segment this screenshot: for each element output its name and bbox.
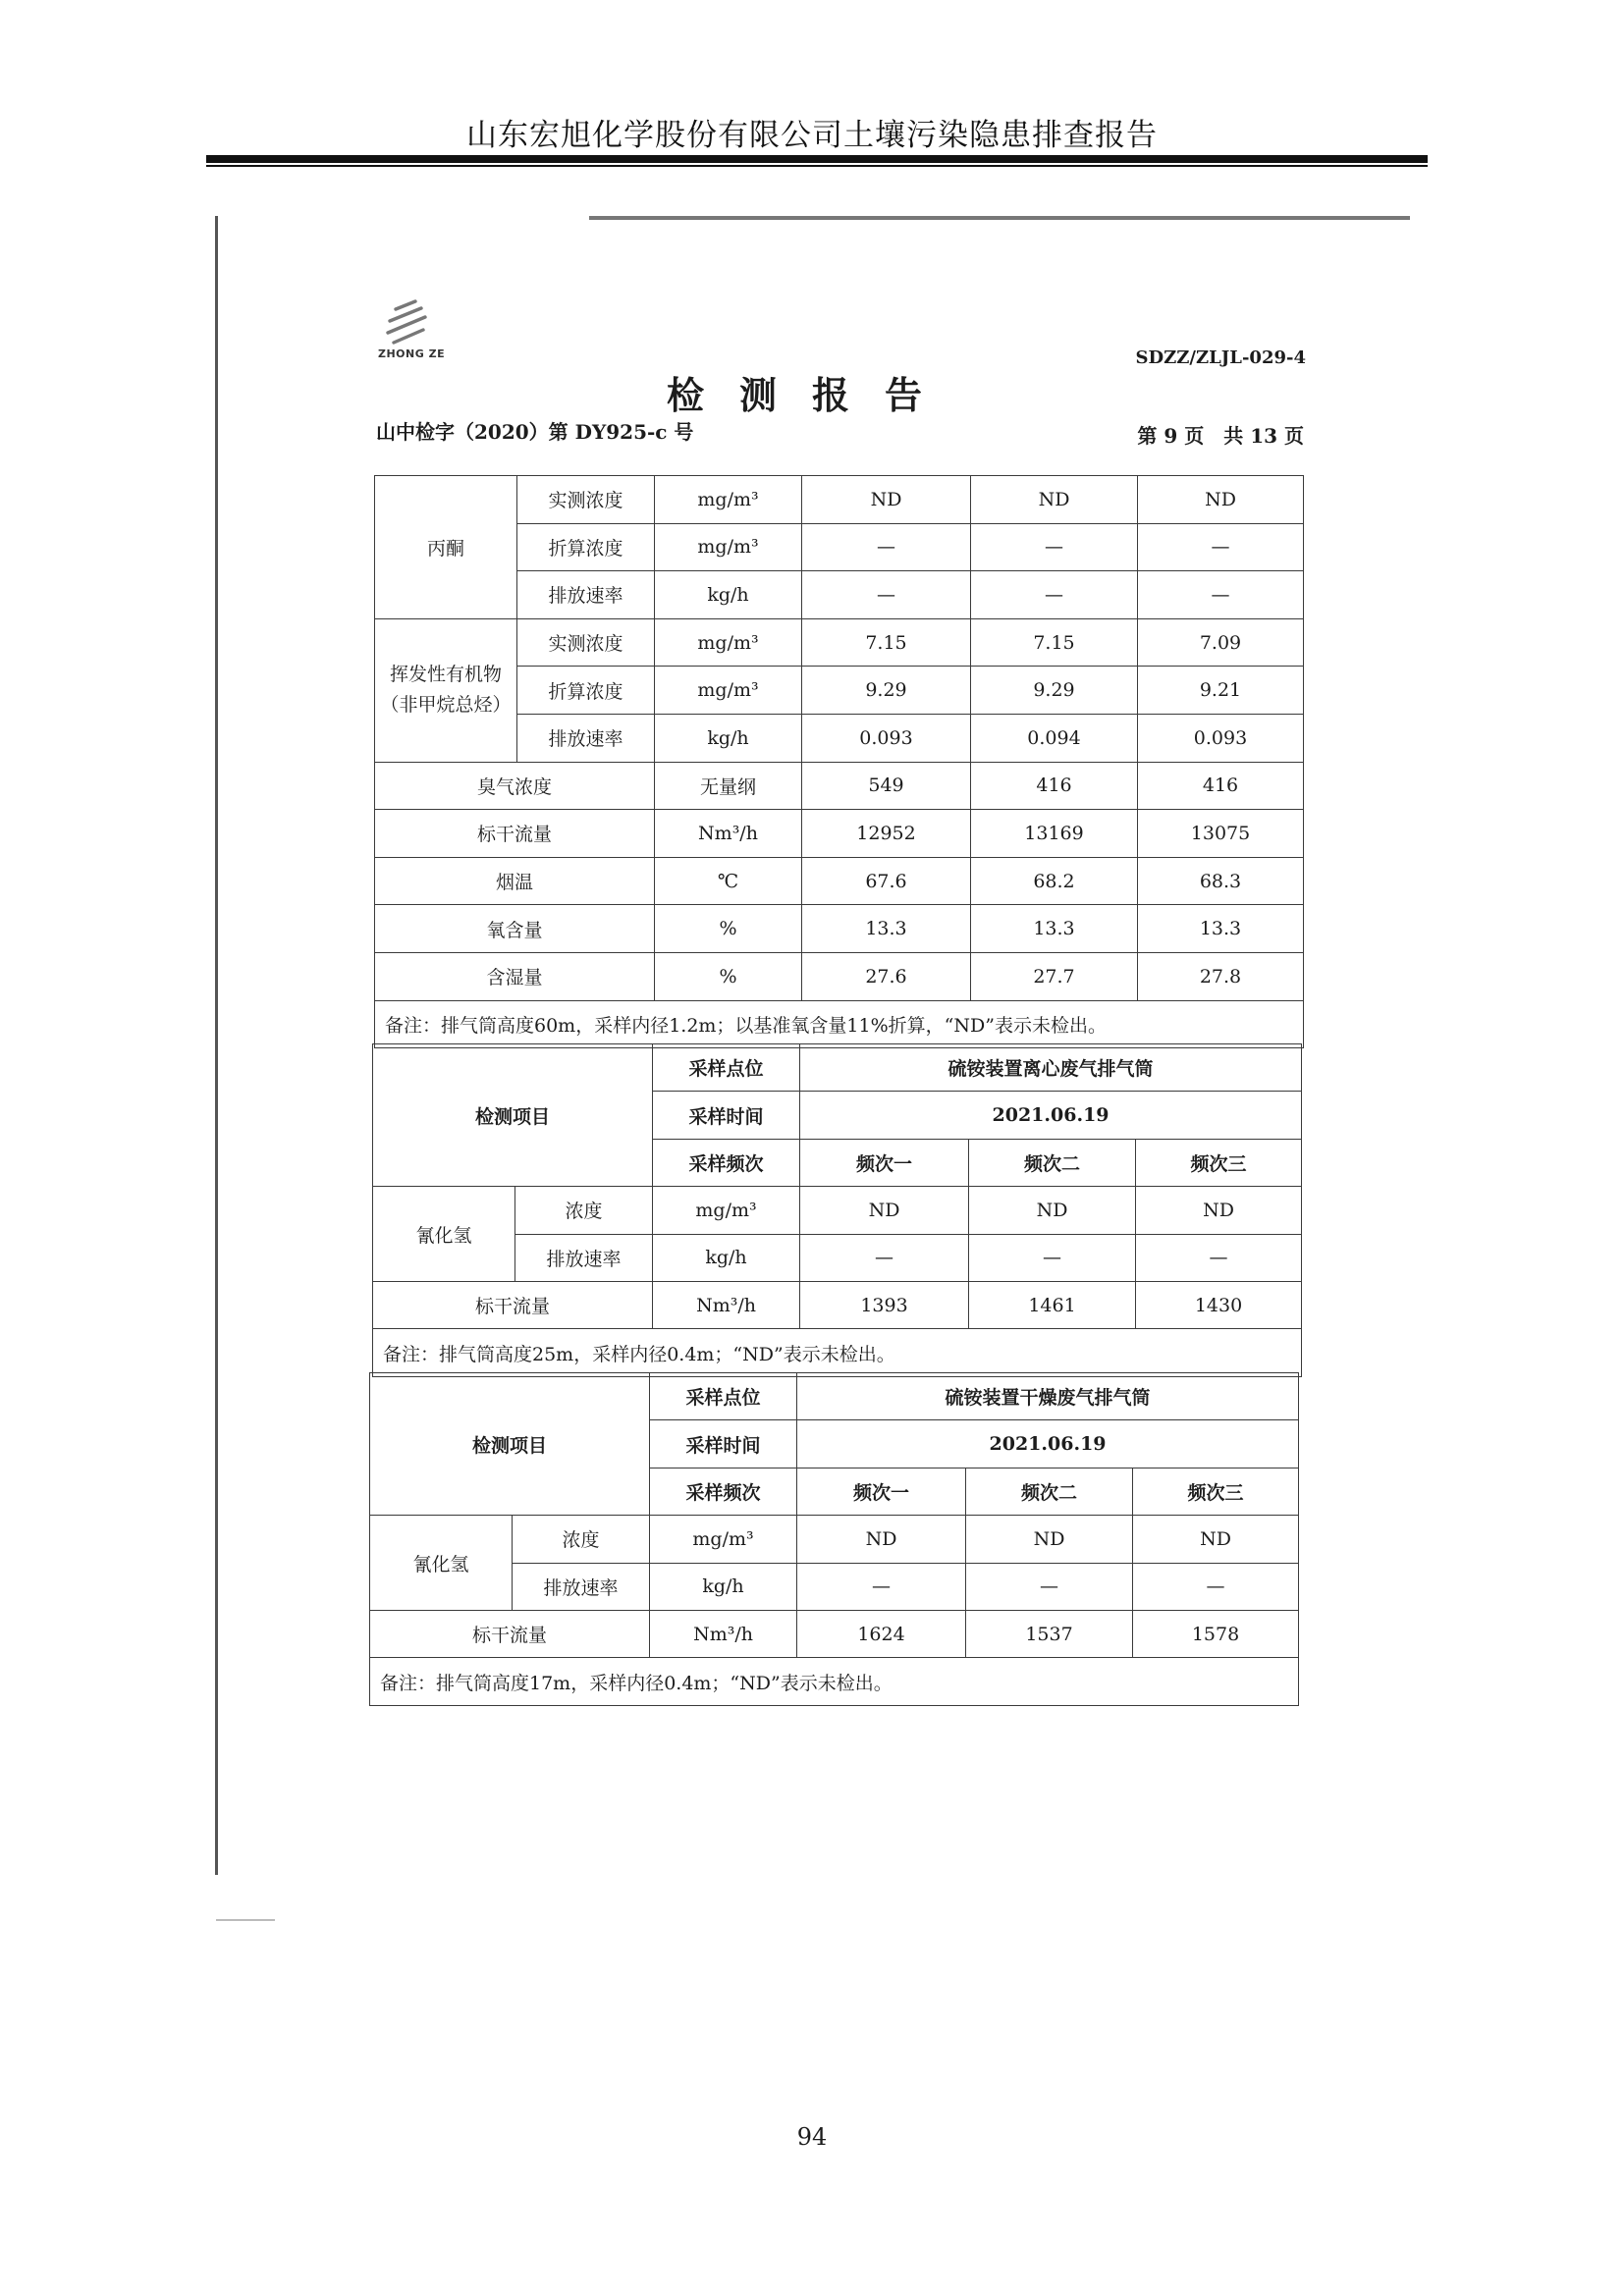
metric-label: 实测浓度 [517,476,655,524]
value-cell: — [966,1563,1133,1610]
frequency-label: 采样频次 [653,1139,800,1186]
unit-cell: kg/h [655,714,802,762]
value-cell: ND [797,1516,966,1563]
page-info: 第 9 页 共 13 页 [1137,424,1304,448]
value-cell: 27.7 [971,952,1138,1000]
value-cell: 9.29 [971,667,1138,715]
metric-label: 排放速率 [517,714,655,762]
value-cell: — [797,1563,966,1610]
value-cell: — [971,523,1138,571]
header-rule-thin [206,165,1428,167]
unit-cell: kg/h [655,571,802,619]
parameter-name: 标干流量 [370,1610,650,1657]
unit-cell: mg/m³ [653,1187,800,1234]
scan-edge-left [215,216,218,1875]
table-row [370,1610,1299,1657]
table-row [375,810,1304,858]
note-row [373,1329,1302,1376]
parameter-name: 标干流量 [375,810,655,858]
value-cell: 13.3 [971,905,1138,953]
metric-label: 折算浓度 [517,667,655,715]
value-cell: 12952 [802,810,971,858]
value-cell: 0.093 [1138,714,1304,762]
value-cell: 27.8 [1138,952,1304,1000]
value-cell: ND [971,476,1138,524]
frequency-header: 频次二 [969,1139,1136,1186]
results-table-1 [374,475,1304,1048]
value-cell: 549 [802,762,971,810]
results-table-3 [369,1372,1299,1706]
unit-cell: Nm³/h [653,1281,800,1328]
value-cell: 13.3 [1138,905,1304,953]
value-cell: 9.29 [802,667,971,715]
unit-cell: mg/m³ [655,476,802,524]
pollutant-name: 氰化氢 [373,1187,515,1282]
metric-label: 排放速率 [515,1234,653,1281]
table-row [370,1516,1299,1563]
value-cell: 13075 [1138,810,1304,858]
value-cell: — [800,1234,969,1281]
value-cell: 68.3 [1138,857,1304,905]
parameter-name: 臭气浓度 [375,762,655,810]
frequency-header: 频次二 [966,1468,1133,1515]
unit-cell: mg/m³ [650,1516,797,1563]
note-row [375,1000,1304,1048]
unit-cell: Nm³/h [655,810,802,858]
table-row [373,1044,1302,1092]
scan-edge-top [589,216,1410,220]
table-note: 备注：排气筒高度25m，采样内径0.4m；“ND”表示未检出。 [373,1329,1302,1376]
value-cell: 13169 [971,810,1138,858]
value-cell: ND [966,1516,1133,1563]
unit-cell: mg/m³ [655,523,802,571]
metric-label: 排放速率 [513,1563,650,1610]
report-title: 检测报告 [666,373,957,417]
table-row [373,1281,1302,1328]
unit-cell: Nm³/h [650,1610,797,1657]
item-header: 检测项目 [370,1373,650,1516]
note-row [370,1658,1299,1705]
site-label: 采样点位 [650,1373,797,1420]
value-cell: 1393 [800,1281,969,1328]
frequency-header: 频次三 [1136,1139,1302,1186]
pollutant-name: 丙酮 [375,476,517,619]
value-cell: 1578 [1133,1610,1299,1657]
frequency-header: 频次一 [797,1468,966,1515]
table-row [375,952,1304,1000]
frequency-header: 频次一 [800,1139,969,1186]
site-value: 硫铵装置离心废气排气筒 [800,1044,1302,1092]
report-number: 山中检字（2020）第 DY925-c 号 [376,420,694,444]
value-cell: ND [1138,476,1304,524]
unit-cell: mg/m³ [655,618,802,667]
metric-label: 折算浓度 [517,523,655,571]
value-cell: ND [1133,1516,1299,1563]
table-note: 备注：排气筒高度17m，采样内径0.4m；“ND”表示未检出。 [370,1658,1299,1705]
parameter-name: 氧含量 [375,905,655,953]
value-cell: ND [802,476,971,524]
parameter-name: 标干流量 [373,1281,653,1328]
value-cell: 1430 [1136,1281,1302,1328]
unit-cell: mg/m³ [655,667,802,715]
value-cell: — [802,571,971,619]
metric-label: 浓度 [515,1187,653,1234]
value-cell: — [1133,1563,1299,1610]
unit-cell: kg/h [650,1563,797,1610]
unit-cell: ℃ [655,857,802,905]
value-cell: 7.09 [1138,618,1304,667]
metric-label: 实测浓度 [517,618,655,667]
page-number: 94 [796,2123,828,2151]
value-cell: — [969,1234,1136,1281]
unit-cell: % [655,905,802,953]
parameter-name: 烟温 [375,857,655,905]
time-value: 2021.06.19 [800,1092,1302,1139]
value-cell: — [971,571,1138,619]
scan-mark [216,1919,275,1921]
frequency-header: 频次三 [1133,1468,1299,1515]
document-code: SDZZ/ZLJL-029-4 [1135,347,1306,368]
value-cell: ND [1136,1187,1302,1234]
parameter-name: 含湿量 [375,952,655,1000]
table-row [375,618,1304,667]
value-cell: — [802,523,971,571]
frequency-label: 采样频次 [650,1468,797,1515]
unit-cell: 无量纲 [655,762,802,810]
value-cell: 1461 [969,1281,1136,1328]
value-cell: 9.21 [1138,667,1304,715]
value-cell: 27.6 [802,952,971,1000]
pollutant-name: 挥发性有机物（非甲烷总烃） [375,618,517,762]
logo-text: ZHONG ZE [378,347,446,360]
value-cell: 68.2 [971,857,1138,905]
value-cell: — [1136,1234,1302,1281]
table-row [375,905,1304,953]
site-value: 硫铵装置干燥废气排气筒 [797,1373,1299,1420]
value-cell: 0.094 [971,714,1138,762]
running-header: 山东宏旭化学股份有限公司土壤污染隐患排查报告 [466,118,1158,153]
unit-cell: % [655,952,802,1000]
value-cell: ND [969,1187,1136,1234]
table-row [375,762,1304,810]
value-cell: 7.15 [802,618,971,667]
table-row [370,1373,1299,1420]
value-cell: ND [800,1187,969,1234]
table-row [375,857,1304,905]
results-table-2 [372,1043,1302,1377]
value-cell: — [1138,571,1304,619]
metric-label: 浓度 [513,1516,650,1563]
metric-label: 排放速率 [517,571,655,619]
pollutant-name: 氰化氢 [370,1516,513,1611]
table-note: 备注：排气筒高度60m，采样内径1.2m；以基准氧含量11%折算，“ND”表示未检出。 [375,1000,1304,1048]
value-cell: 67.6 [802,857,971,905]
site-label: 采样点位 [653,1044,800,1092]
value-cell: 1624 [797,1610,966,1657]
header-rule-thick [206,155,1428,163]
item-header: 检测项目 [373,1044,653,1187]
table-row [373,1187,1302,1234]
time-value: 2021.06.19 [797,1420,1299,1468]
value-cell: 1537 [966,1610,1133,1657]
value-cell: 0.093 [802,714,971,762]
value-cell: 7.15 [971,618,1138,667]
value-cell: — [1138,523,1304,571]
value-cell: 13.3 [802,905,971,953]
table-row [375,476,1304,524]
value-cell: 416 [1138,762,1304,810]
value-cell: 416 [971,762,1138,810]
time-label: 采样时间 [650,1420,797,1468]
unit-cell: kg/h [653,1234,800,1281]
time-label: 采样时间 [653,1092,800,1139]
